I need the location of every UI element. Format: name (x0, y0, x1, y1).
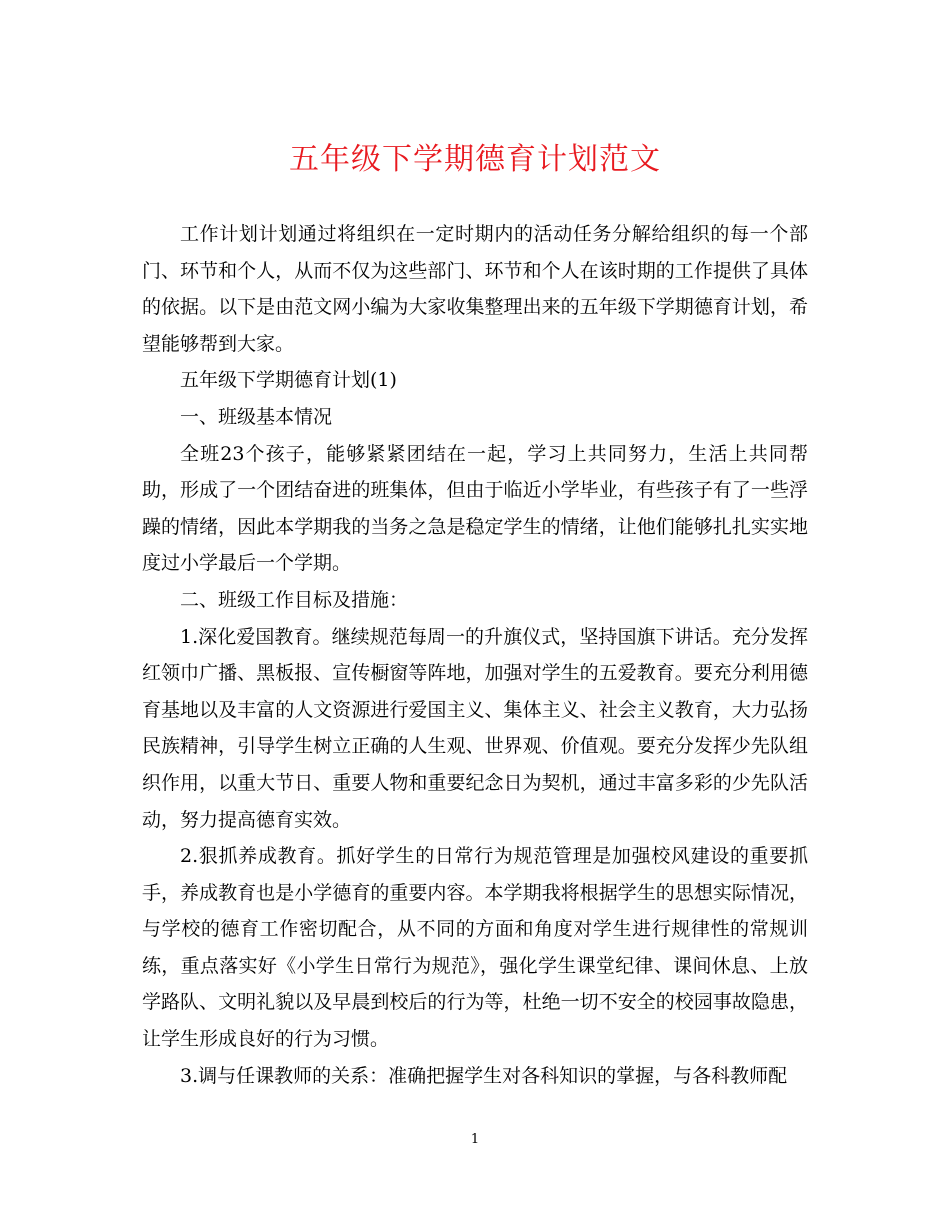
measure-1-paragraph: 1.深化爱国教育。继续规范每周一的升旗仪式，坚持国旗下讲话。充分发挥红领巾广播、黑板报、宣传橱窗等阵地，加强对学生的五爱教育。要充分利用德育基地以及丰富的人文资源进行爱国主义、集体主义、社会主义教育，大力弘扬民族精神，引导学生树立正确的人生观、世界观、价值观。要充分发挥少先队组织作用，以重大节日、重要人物和重要纪念日为契机，通过丰富多彩的少先队活动，努力提高德育实效。 (142, 625, 808, 831)
measure-2-paragraph: 2.狠抓养成教育。抓好学生的日常行为规范管理是加强校风建设的重要抓手，养成教育也是小学德育的重要内容。本学期我将根据学生的思想实际情况，与学校的德育工作密切配合，从不同的方面和角度对学生进行规律性的常规训练，重点落实好《小学生日常行为规范》，强化学生课堂纪律、课间休息、上放学路队、文明礼貌以及早晨到校后的行为等，杜绝一切不安全的校园事故隐患，让学生形成良好的行为习惯。 (142, 845, 808, 1051)
measure-3-paragraph: 3.调与任课教师的关系：准确把握学生对各科知识的掌握，与各科教师配 (180, 1064, 788, 1087)
section-heading-class-situation: 一、班级基本情况 (180, 405, 333, 428)
section-heading-goals-measures: 二、班级工作目标及措施： (180, 588, 409, 611)
class-situation-paragraph: 全班23个孩子，能够紧紧团结在一起，学习上共同努力，生活上共同帮助，形成了一个团结奋进的班集体，但由于临近小学毕业，有些孩子有了一些浮躁的情绪，因此本学期我的当务之急是稳定学生的情绪，让他们能够扎扎实实地度过小学最后一个学期。 (142, 442, 808, 575)
plan-subtitle: 五年级下学期德育计划(1) (180, 369, 397, 392)
document-body (142, 216, 808, 1094)
page-number: 1 (470, 1132, 480, 1147)
document-title: 五年级下学期德育计划范文 (289, 142, 661, 177)
intro-paragraph: 工作计划计划通过将组织在一定时期内的活动任务分解给组织的每一个部门、环节和个人，从而不仅为这些部门、环节和个人在该时期的工作提供了具体的依据。以下是由范文网小编为大家收集整理出来的五年级下学期德育计划，希望能够帮到大家。 (142, 223, 808, 355)
